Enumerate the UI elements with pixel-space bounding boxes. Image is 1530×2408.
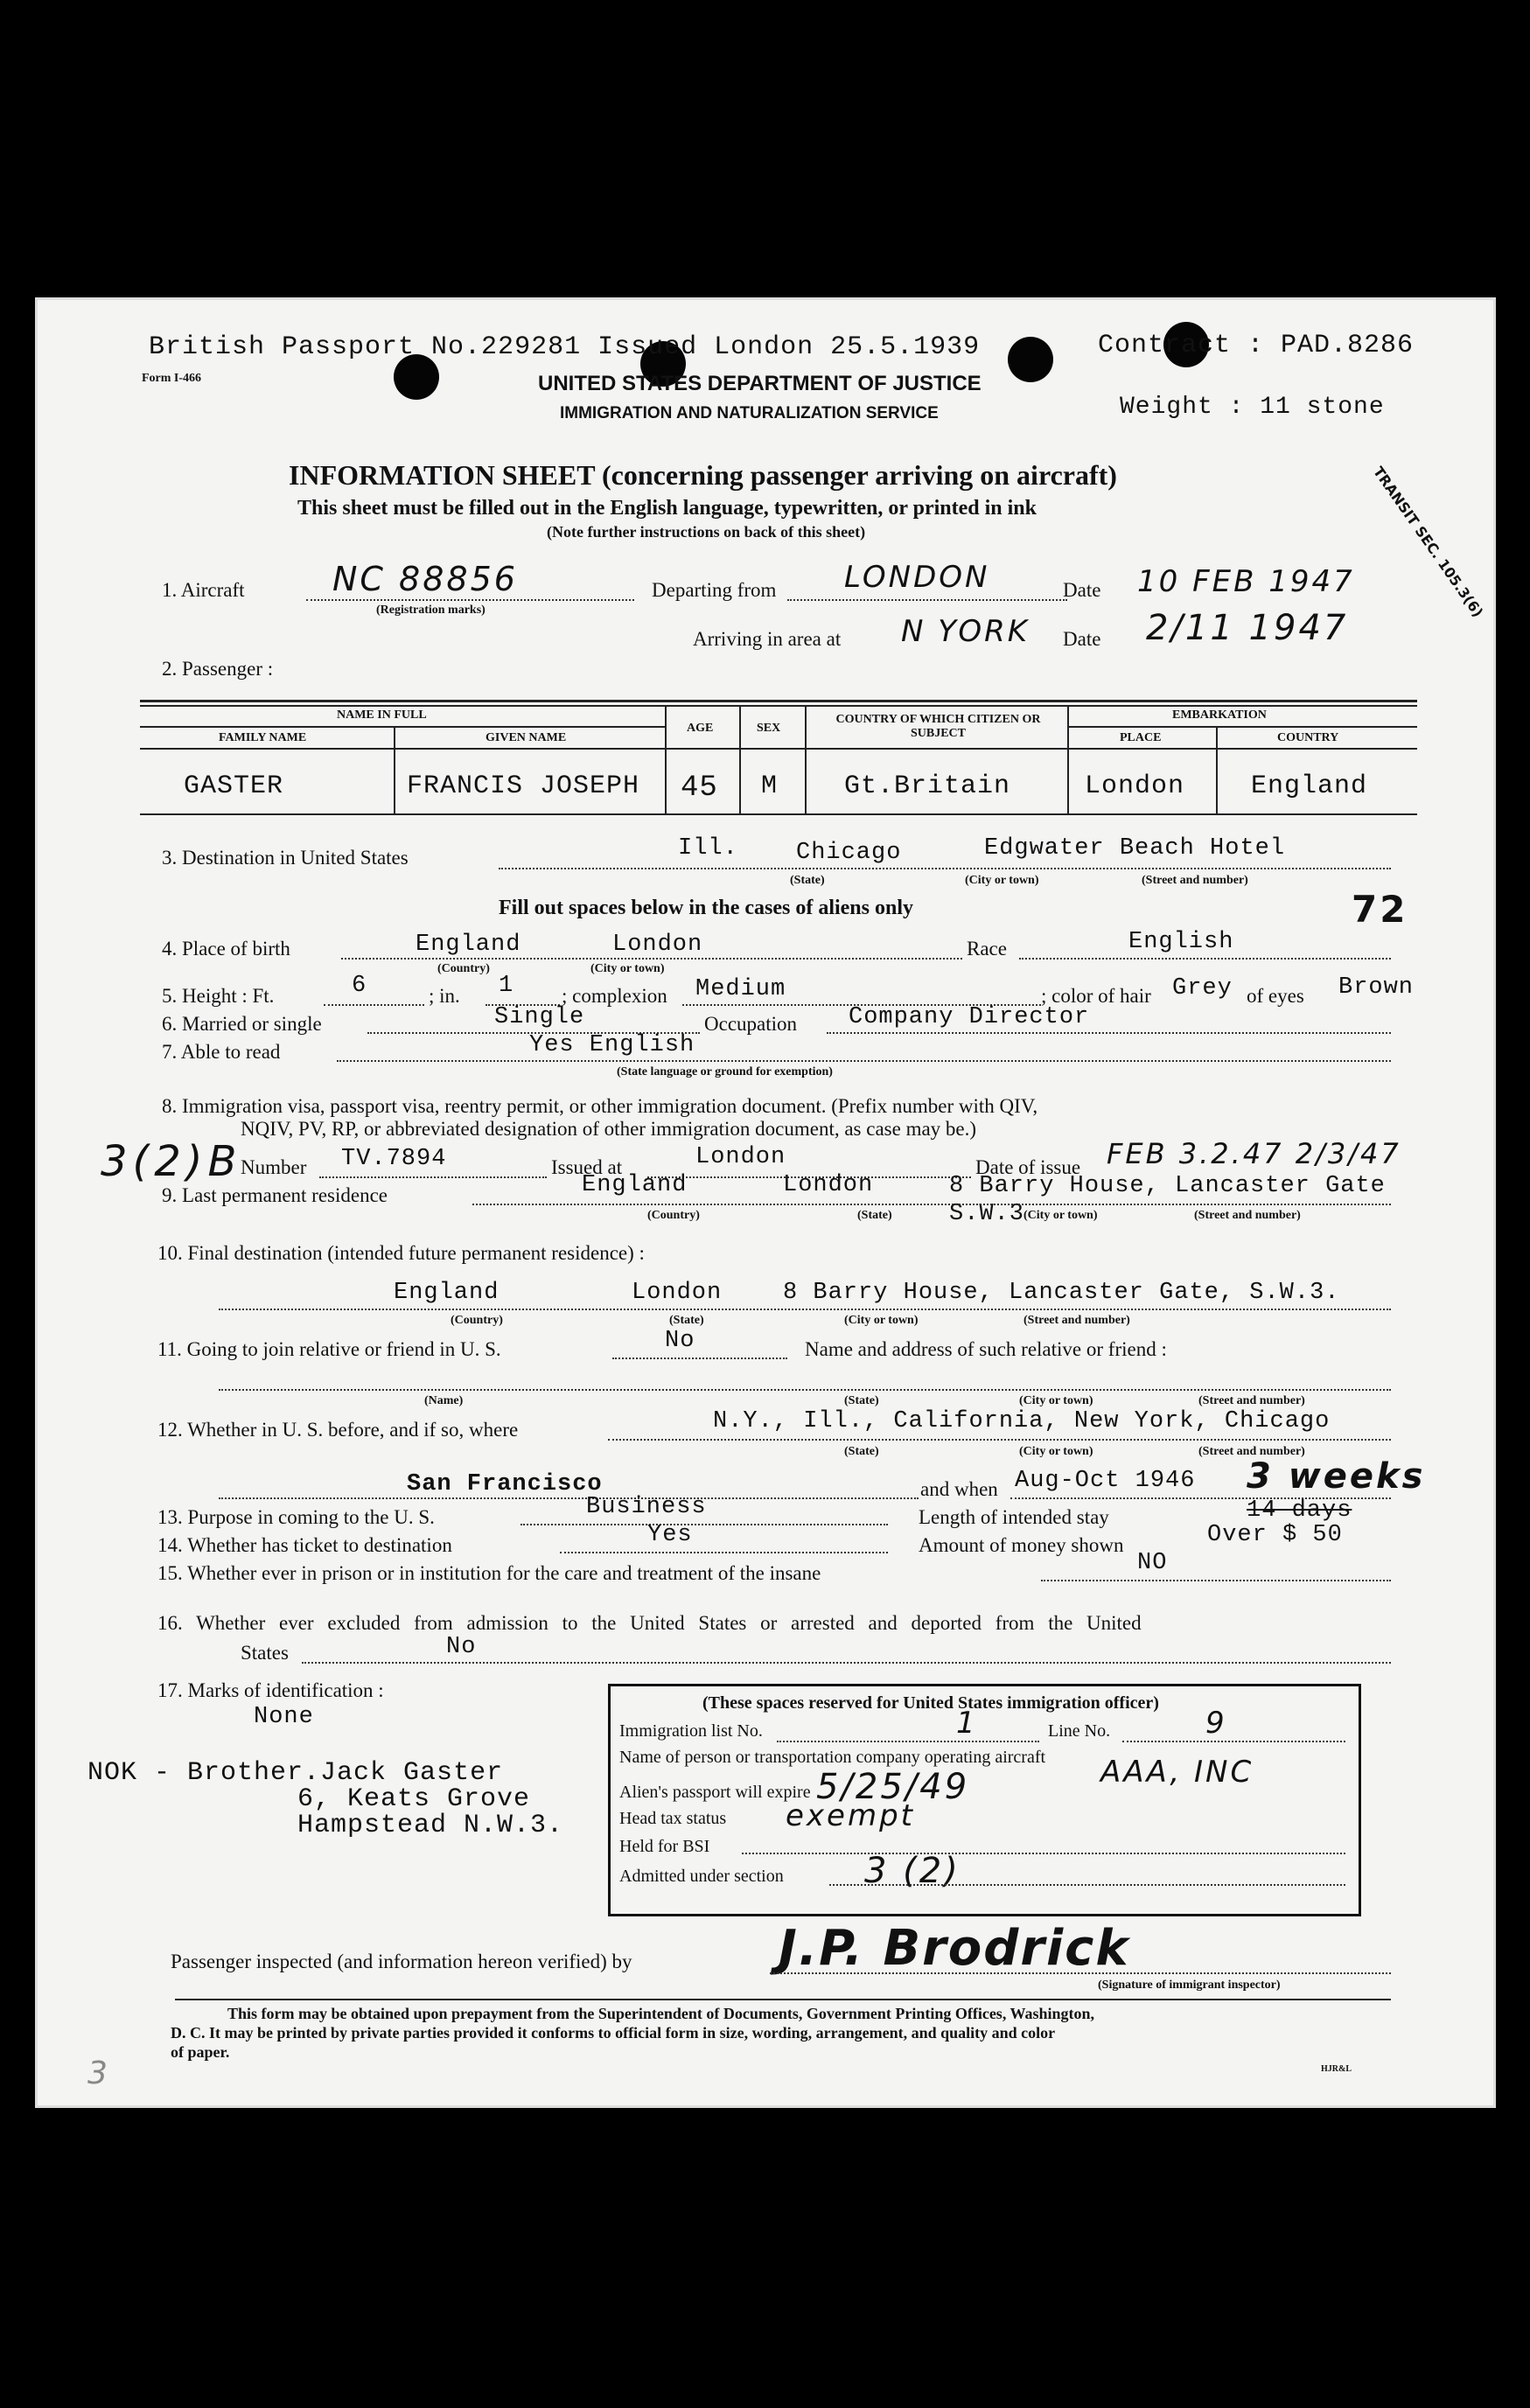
final-state: London: [632, 1280, 723, 1306]
country-caption: (Country): [647, 1209, 700, 1222]
name-caption: (Name): [424, 1394, 464, 1407]
birth-city: London: [612, 932, 703, 958]
service-title: IMMIGRATION AND NATURALIZATION SERVICE: [560, 404, 939, 422]
given-name-value: FRANCIS JOSEPH: [407, 771, 640, 801]
arriving-value: N YORK: [901, 614, 1030, 649]
complexion-value: Medium: [695, 976, 786, 1002]
admitted-value: 3 (2): [864, 1851, 961, 1891]
nok-line1: NOK - Brother.Jack Gaster: [87, 1758, 504, 1788]
final-street: 8 Barry House, Lancaster Gate, S.W.3.: [783, 1280, 1340, 1306]
issued-at-label: Issued at: [551, 1156, 623, 1178]
occupation-value: Company Director: [849, 1004, 1090, 1030]
line-label: Line No.: [1048, 1721, 1111, 1741]
money-value: Over $ 50: [1207, 1522, 1343, 1548]
destination-label: 3. Destination in United States: [162, 847, 409, 869]
excluded-label-line2: States: [241, 1642, 289, 1664]
eyes-value: Brown: [1338, 974, 1415, 1001]
arriving-date-label: Date: [1063, 628, 1101, 650]
stay-typed: 14 days: [1247, 1497, 1352, 1524]
officer-box: [608, 1684, 1361, 1916]
officer-box-title: (These spaces reserved for United States immigration officer): [702, 1693, 1159, 1713]
form-sheet: [35, 297, 1496, 2108]
passenger-label: 2. Passenger :: [162, 658, 274, 680]
ticket-label: 14. Whether has ticket to destination: [157, 1534, 452, 1556]
expire-value: 5/25/49: [816, 1767, 970, 1807]
money-label: Amount of money shown: [919, 1534, 1124, 1556]
given-name-header: GIVEN NAME: [486, 731, 567, 744]
city-caption: (City or town): [844, 1314, 919, 1327]
country-caption: (Country): [437, 962, 490, 975]
height-in-label: ; in.: [429, 985, 460, 1007]
tax-value: exempt: [786, 1798, 915, 1833]
occupation-label: Occupation: [704, 1013, 798, 1035]
document-label-line2: NQIV, PV, RP, or abbreviated designation of other immigration document, as case may be.): [241, 1118, 977, 1140]
street-caption: (Street and number): [1194, 1209, 1301, 1222]
state-caption: (State): [669, 1314, 704, 1327]
city-caption: (City or town): [1019, 1445, 1093, 1458]
passport-line: British Passport No.229281 Issued London 25.5.1939: [149, 332, 981, 362]
when-label: and when: [920, 1478, 998, 1500]
place-value: London: [1085, 771, 1185, 801]
country-caption: (Country): [451, 1314, 503, 1327]
bsi-label: Held for BSI: [619, 1837, 710, 1856]
registration-caption: (Registration marks): [376, 604, 486, 617]
state-caption: (State): [857, 1209, 892, 1222]
street-caption: (Street and number): [1198, 1394, 1305, 1407]
city-caption: (City or town): [1023, 1209, 1098, 1222]
race-value: English: [1128, 929, 1234, 955]
transit-stamp: TRANSIT SEC. 105.3(6): [1369, 464, 1487, 620]
operator-value: AAA, INC: [1100, 1755, 1254, 1790]
destination-city: Chicago: [796, 840, 902, 866]
list-label: Immigration list No.: [619, 1721, 763, 1741]
name-in-full-header: NAME IN FULL: [337, 708, 427, 722]
purpose-value: Business: [586, 1494, 707, 1520]
stay-handwritten: 3 weeks: [1247, 1456, 1426, 1497]
aliens-heading: Fill out spaces below in the cases of aliens only: [499, 897, 914, 919]
last-residence-street: 8 Barry House, Lancaster Gate S.W.3: [949, 1173, 1386, 1227]
race-label: Race: [967, 938, 1007, 960]
contract-number: Contract : PAD.8286: [1098, 331, 1415, 360]
nok-line2: 6, Keats Grove: [297, 1784, 531, 1814]
issue-date-value: FEB 3.2.47 2/3/47: [1107, 1137, 1401, 1170]
state-caption: (State): [790, 874, 825, 887]
instructions-note: (Note further instructions on back of this sheet): [547, 523, 866, 541]
expire-label: Alien's passport will expire: [619, 1783, 811, 1802]
state-caption: (State): [844, 1394, 879, 1407]
embarkation-header: EMBARKATION: [1172, 708, 1267, 722]
issue-date-label: Date of issue: [975, 1156, 1081, 1178]
nok-line3: Hampstead N.W.3.: [297, 1811, 564, 1840]
form-number: Form I-466: [142, 372, 202, 385]
family-name-value: GASTER: [184, 771, 284, 801]
final-country: England: [394, 1280, 500, 1306]
departing-date: 10 FEB 1947: [1137, 564, 1355, 599]
final-destination-label: 10. Final destination (intended future permanent residence) :: [157, 1242, 645, 1264]
height-label: 5. Height : Ft.: [162, 985, 275, 1007]
age-value: 45: [681, 771, 718, 805]
citizen-country-header: COUNTRY OF WHICH CITIZEN OR SUBJECT: [835, 713, 1041, 740]
weight: Weight : 11 stone: [1120, 394, 1385, 421]
sex-value: M: [761, 771, 779, 801]
citizen-value: Gt.Britain: [844, 771, 1011, 801]
footer-line2: D. C. It may be printed by private parties provided it conforms to official form in size, wording, arrangement, and quality and color: [171, 2024, 1056, 2042]
department-title: UNITED STATES DEPARTMENT OF JUSTICE: [538, 372, 982, 395]
signature-caption: (Signature of immigrant inspector): [1098, 1979, 1281, 1992]
read-label: 7. Able to read: [162, 1041, 281, 1063]
document-label-line1: 8. Immigration visa, passport visa, reentry permit, or other immigration document. (Prefix number with QIV,: [162, 1095, 1038, 1117]
admitted-label: Admitted under section: [619, 1867, 784, 1886]
aircraft-label: 1. Aircraft: [162, 579, 245, 601]
departing-date-label: Date: [1063, 579, 1101, 601]
hair-value: Grey: [1172, 975, 1233, 1002]
street-caption: (Street and number): [1023, 1314, 1130, 1327]
marks-value: None: [254, 1704, 314, 1730]
street-caption: (Street and number): [1198, 1445, 1305, 1458]
margin-section-note: 3(2)B: [101, 1137, 242, 1186]
place-header: PLACE: [1120, 731, 1162, 744]
footer-line1: This form may be obtained upon prepayment from the Superintendent of Documents, Government Printing Offices, Washington,: [227, 2005, 1095, 2022]
marks-label: 17. Marks of identification :: [157, 1679, 384, 1701]
page-subtitle: This sheet must be filled out in the English language, typewritten, or printed in ink: [297, 497, 1037, 520]
issued-at-value: London: [695, 1144, 786, 1170]
destination-state: Ill.: [678, 835, 738, 862]
read-caption: (State language or ground for exemption): [617, 1065, 833, 1078]
prison-value: NO: [1137, 1550, 1168, 1576]
join-relative-value: No: [665, 1328, 695, 1354]
birth-country: England: [416, 932, 521, 958]
country-header: COUNTRY: [1277, 731, 1339, 744]
page-title: INFORMATION SHEET (concerning passenger arriving on aircraft): [289, 459, 1117, 491]
street-caption: (Street and number): [1142, 874, 1248, 887]
join-relative-label: 11. Going to join relative or friend in U. S.: [157, 1338, 501, 1360]
previous-visit-label: 12. Whether in U. S. before, and if so, where: [157, 1419, 519, 1441]
relative-name-label: Name and address of such relative or friend :: [805, 1338, 1167, 1360]
inspection-label: Passenger inspected (and information hereon verified) by: [171, 1951, 632, 1972]
stay-label: Length of intended stay: [919, 1506, 1109, 1528]
sex-header: SEX: [757, 722, 781, 735]
birthplace-label: 4. Place of birth: [162, 938, 290, 960]
purpose-label: 13. Purpose in coming to the U. S.: [157, 1506, 435, 1528]
list-value: 1: [956, 1706, 978, 1741]
line-value: 9: [1205, 1706, 1227, 1741]
destination-street: Edgwater Beach Hotel: [984, 835, 1286, 862]
tax-label: Head tax status: [619, 1809, 727, 1828]
family-name-header: FAMILY NAME: [219, 731, 307, 744]
state-caption: (State): [844, 1445, 879, 1458]
last-residence-label: 9. Last permanent residence: [162, 1184, 388, 1206]
previous-visit-where2: San Francisco: [407, 1471, 603, 1497]
departing-value: LONDON: [844, 560, 990, 595]
height-ft: 6: [352, 973, 367, 999]
page-mark: 3: [87, 2056, 110, 2091]
when-value: Aug-Oct 1946: [1015, 1468, 1196, 1494]
doc-number-label: Number: [241, 1156, 307, 1178]
aircraft-value: NC 88856: [332, 560, 518, 598]
footer-line3: of paper.: [171, 2043, 230, 2061]
read-value: Yes English: [529, 1032, 695, 1058]
marital-label: 6. Married or single: [162, 1013, 322, 1035]
city-caption: (City or town): [1019, 1394, 1093, 1407]
country-value: England: [1251, 771, 1368, 801]
hair-label: ; color of hair: [1041, 985, 1151, 1007]
age-header: AGE: [687, 722, 714, 735]
marital-value: Single: [494, 1004, 585, 1030]
last-residence-state: London: [783, 1172, 874, 1198]
punch-hole: [1008, 337, 1053, 382]
previous-visit-where: N.Y., Ill., California, New York, Chicago: [713, 1408, 1331, 1434]
city-caption: (City or town): [965, 874, 1039, 887]
margin-number: 72: [1352, 888, 1408, 931]
city-caption: (City or town): [590, 962, 665, 975]
arriving-label: Arriving in area at: [693, 628, 842, 650]
height-in: 1: [499, 973, 514, 999]
arriving-date: 2/11 1947: [1146, 608, 1349, 648]
printer-mark: HJR&L: [1321, 2064, 1352, 2074]
doc-number-value: TV.7894: [341, 1146, 447, 1172]
prison-label: 15. Whether ever in prison or in institution for the care and treatment of the insane: [157, 1562, 821, 1584]
operator-label: Name of person or transportation company operating aircraft: [619, 1748, 1046, 1767]
departing-label: Departing from: [652, 579, 777, 601]
excluded-value: No: [446, 1634, 477, 1660]
ticket-value: Yes: [647, 1522, 693, 1548]
eyes-label: of eyes: [1247, 985, 1304, 1007]
complexion-label: ; complexion: [562, 985, 667, 1007]
excluded-label-line1: 16. Whether ever excluded from admission to the United States or arrested and deported from the United: [157, 1612, 1142, 1634]
inspector-signature: J.P. Brodrick: [779, 1920, 1130, 1977]
last-residence-country: England: [582, 1172, 688, 1198]
